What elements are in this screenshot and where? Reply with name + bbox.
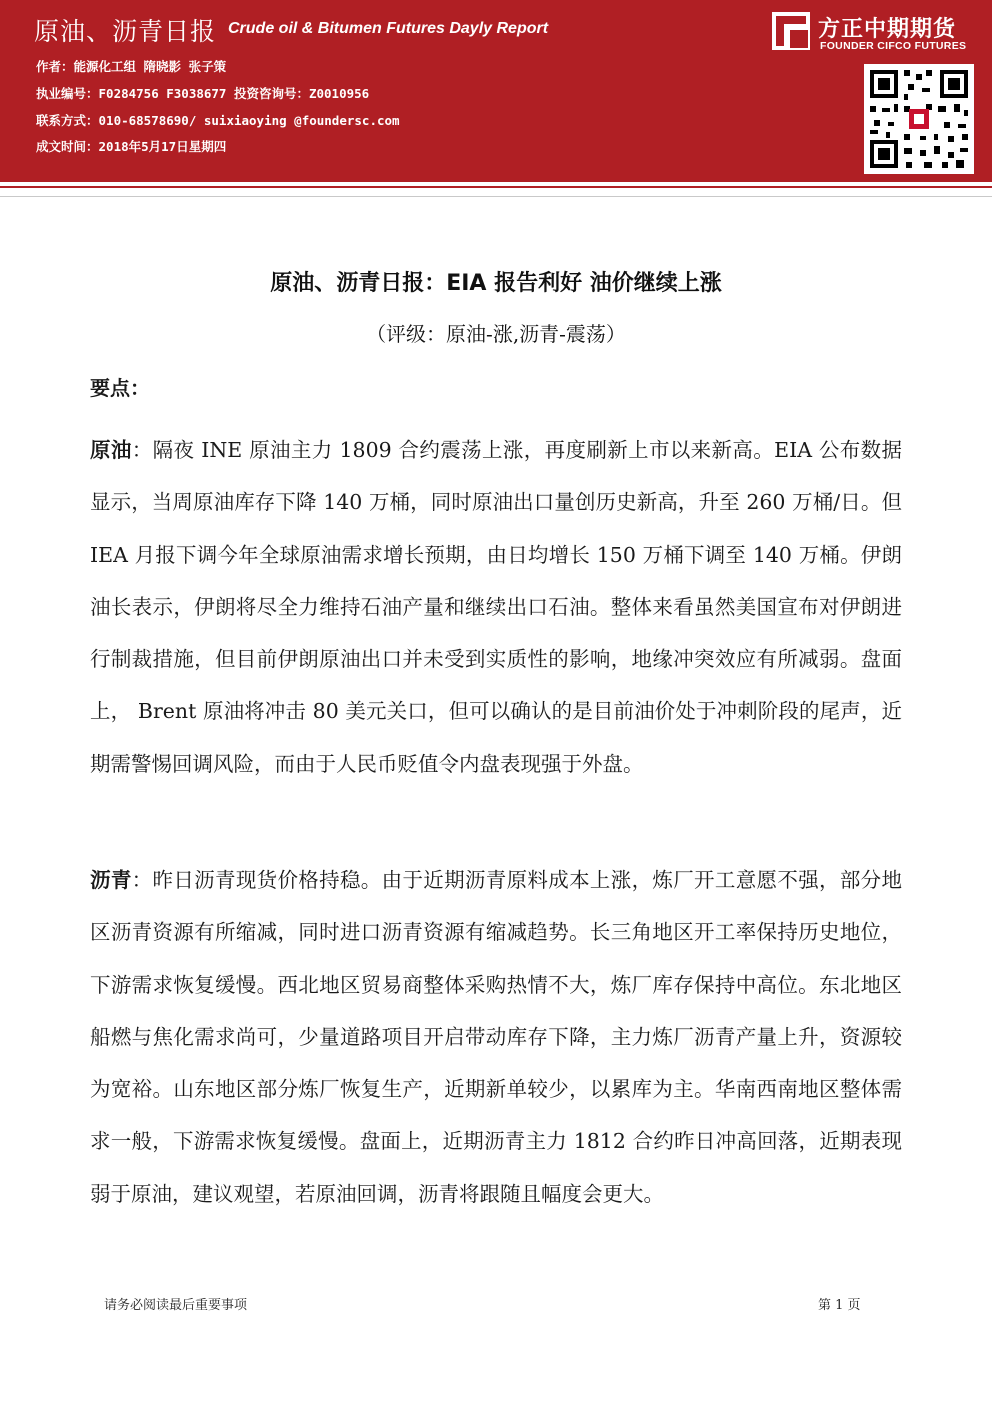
company-logo	[772, 12, 972, 56]
logo-text-cn: 方正中期期货	[818, 17, 957, 42]
meta-date-value: 2018年5月17日星期四	[98, 139, 227, 154]
meta-contact-value: 010-68578690/ suixiaoying @foundersc.com	[98, 113, 400, 128]
meta-author-label: 作者：	[36, 59, 74, 74]
meta-contact	[36, 111, 400, 129]
header-divider	[0, 186, 992, 188]
report-header	[0, 0, 992, 182]
meta-license-value: F0284756 F3038677 投资咨询号：Z0010956	[98, 86, 370, 101]
bitumen-paragraph	[90, 854, 902, 1220]
header-title-en: Crude oil & Bitumen Futures Dayly Report	[228, 20, 549, 37]
crude-oil-text: ：隔夜 INE 原油主力 1809 合约震荡上涨，再度刷新上市以来新高。EIA 公布数据显示，当周原油库存下降 140 万桶，同时原油出口量创历史新高，升至 260 万桶/日。但 IEA 月报下调今年全球原油需求增长预期，由日均增长 150 万桶下调至 140 万桶。伊朗油长表示，伊朗将尽全力维持石油产量和继续出口石油。整体来看虽然美国宣布对伊朗进行制裁措施，但目前伊朗原油出口并未受到实质性的影响，地缘冲突效应有所减弱。盘面上， Brent 原油将冲击 80 美元关口，但可以确认的是目前油价处于冲刺阶段的尾声，近期需警惕回调风险，而由于人民币贬值令内盘表现强于外盘。	[90, 438, 903, 776]
document-title: 原油、沥青日报：EIA 报告利好 油价继续上涨	[270, 271, 722, 296]
keypoints-heading: 要点：	[90, 376, 150, 400]
founder-logo-icon	[772, 12, 810, 50]
meta-license	[36, 84, 369, 102]
crude-oil-lead: 原油	[90, 438, 132, 462]
bitumen-lead: 沥青	[90, 868, 132, 892]
footer-notice: 请务必阅读最后重要事项	[104, 1298, 248, 1313]
document-rating: （评级：原油-涨,沥青-震荡）	[366, 322, 626, 346]
meta-contact-label: 联系方式：	[36, 113, 99, 128]
crude-oil-paragraph	[90, 424, 902, 790]
meta-date-label: 成文时间：	[36, 139, 99, 154]
logo-text-en: FOUNDER CIFCO FUTURES	[820, 40, 967, 52]
bitumen-text: ：昨日沥青现货价格持稳。由于近期沥青原料成本上涨，炼厂开工意愿不强，部分地区沥青资源有所缩减，同时进口沥青资源有缩减趋势。长三角地区开工率保持历史地位，下游需求恢复缓慢。西北地区贸易商整体采购热情不大，炼厂库存保持中高位。东北地区船燃与焦化需求尚可，少量道路项目开启带动库存下降，主力炼厂沥青产量上升，资源较为宽裕。山东地区部分炼厂恢复生产，近期新单较少，以累库为主。华南西南地区整体需求一般，下游需求恢复缓慢。盘面上，近期沥青主力 1812 合约昨日冲高回落，近期表现弱于原油，建议观望，若原油回调，沥青将跟随且幅度会更大。	[90, 868, 903, 1206]
page-number: 第 1 页	[818, 1298, 861, 1313]
meta-author	[36, 57, 226, 75]
header-divider-thin	[0, 196, 992, 197]
meta-license-label: 执业编号：	[36, 86, 99, 101]
header-title-cn: 原油、沥青日报	[34, 17, 217, 46]
meta-author-value: 能源化工组 隋晓影 张子策	[73, 59, 227, 74]
qr-code-icon	[864, 64, 974, 174]
meta-date	[36, 137, 226, 155]
